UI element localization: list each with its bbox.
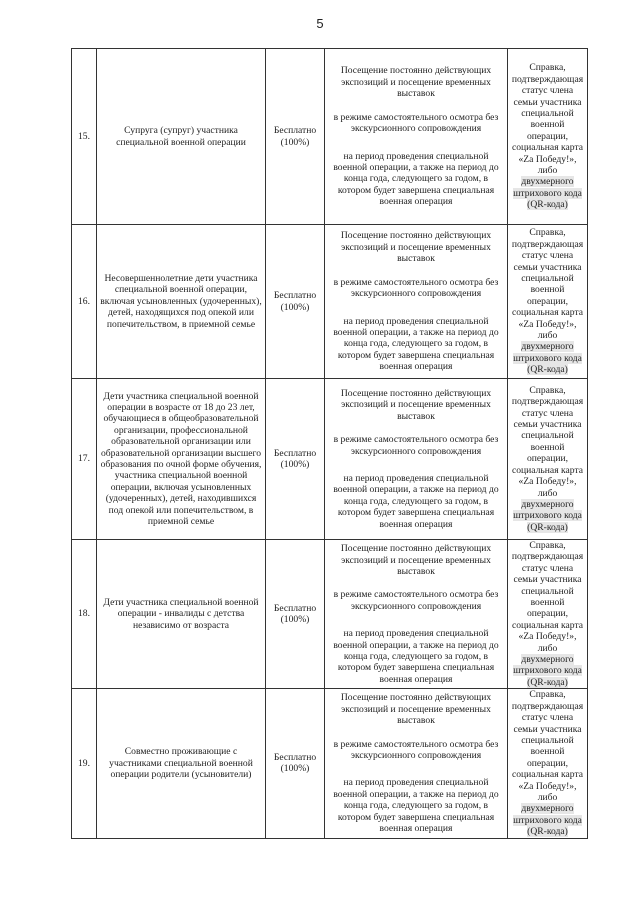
mode-text: в режиме самостоятельного осмотра без экскурсионного сопровождения [333, 434, 499, 457]
price-cell: Бесплатно (100%) [266, 689, 325, 838]
conditions-cell [325, 540, 508, 689]
service-text: Посещение постоянно действующих экспозиций и посещение временных выставок [340, 387, 492, 422]
table-row [72, 225, 588, 379]
beneficiary-category: Дети участника специальной военной операции в возрасте от 18 до 23 лет, обучающиеся в общеобразовательной организации, профессиональной образовательной организации или образовательной организации высшего образования по очной форме обучения, участника специальной военной операции, включая усыновленных (удочеренных), детей, находившихся под опекой или попечительством, в приемной семье [97, 379, 266, 540]
conditions-cell [325, 49, 508, 225]
service-text: Посещение постоянно действующих экспозиций и посещение временных выставок [340, 543, 492, 577]
document-text-qr: двухмерного штрихового кода (QR-кода) [513, 803, 582, 838]
service-text: Посещение постоянно действующих экспозиций и посещение временных выставок [340, 230, 492, 265]
document-text-qr: двухмерного штрихового кода (QR-кода) [513, 654, 582, 688]
required-document [508, 49, 588, 225]
document-text: Справка, подтверждающая статус члена семьи участника специальной военной операции, социальная карта «Zа Победу!», либо [511, 62, 584, 177]
beneficiary-category: Дети участника специальной военной операции - инвалиды с детства независимо от возраста [97, 540, 266, 689]
row-number: 19. [72, 689, 97, 838]
beneficiary-category: Совместно проживающие с участниками специальной военной операции родители (усыновители) [97, 689, 266, 838]
table-row [72, 689, 588, 838]
row-number: 17. [72, 379, 97, 540]
table-row [72, 49, 588, 225]
document-text: Справка, подтверждающая статус члена семьи участника специальной военной операции, социальная карта «Zа Победу!», либо [511, 689, 584, 803]
mode-text: в режиме самостоятельного осмотра без экскурсионного сопровождения [333, 738, 499, 762]
table-row [72, 540, 588, 689]
required-document [508, 225, 588, 379]
period-text: на период проведения специальной военной операции, а также на период до конца года, следующего за годом, в котором будет завершена специальная военная операция [333, 628, 499, 685]
page-number: 5 [316, 16, 324, 31]
document-text-qr: двухмерного штрихового кода (QR-кода) [513, 176, 582, 211]
mode-text: в режиме самостоятельного осмотра без экскурсионного сопровождения [333, 111, 499, 135]
document-text-qr: двухмерного штрихового кода (QR-кода) [513, 498, 582, 533]
period-text: на период проведения специальной военной операции, а также на период до конца года, следующего за годом, в котором будет завершена специальная военная операция [333, 150, 499, 208]
service-text: Посещение постоянно действующих экспозиций и посещение временных выставок [340, 65, 492, 100]
conditions-cell [325, 689, 508, 838]
required-document [508, 689, 588, 838]
row-number: 15. [72, 49, 97, 225]
table-row [72, 379, 588, 540]
document-text: Справка, подтверждающая статус члена семьи участника специальной военной операции, социальная карта «Zа Победу!», либо [511, 540, 584, 654]
mode-text: в режиме самостоятельного осмотра без экскурсионного сопровождения [333, 276, 499, 300]
service-text: Посещение постоянно действующих экспозиций и посещение временных выставок [340, 692, 492, 727]
row-number: 18. [72, 540, 97, 689]
beneficiary-category: Несовершеннолетние дети участника специальной военной операции, включая усыновленных (удочеренных), детей, находящихся под опекой или попечительством, в приемной семье [97, 225, 266, 379]
document-text-qr: двухмерного штрихового кода (QR-кода) [513, 341, 582, 376]
price-cell: Бесплатно (100%) [266, 540, 325, 689]
period-text: на период проведения специальной военной операции, а также на период до конца года, следующего за годом, в котором будет завершена специальная военная операция [333, 315, 499, 373]
required-document [508, 540, 588, 689]
row-number: 16. [72, 225, 97, 379]
benefits-table [71, 48, 588, 839]
period-text: на период проведения специальной военной операции, а также на период до конца года, следующего за годом, в котором будет завершена специальная военная операция [333, 777, 499, 835]
document-text: Справка, подтверждающая статус члена семьи участника специальной военной операции, социальная карта «Zа Победу!», либо [511, 227, 584, 342]
period-text: на период проведения специальной военной операции, а также на период до конца года, следующего за годом, в котором будет завершена специальная военная операция [333, 473, 499, 530]
price-cell: Бесплатно (100%) [266, 225, 325, 379]
price-cell: Бесплатно (100%) [266, 49, 325, 225]
beneficiary-category: Супруга (супруг) участника специальной военной операции [97, 49, 266, 225]
document-text: Справка, подтверждающая статус члена семьи участника специальной военной операции, социальная карта «Zа Победу!», либо [511, 384, 584, 499]
required-document [508, 379, 588, 540]
mode-text: в режиме самостоятельного осмотра без экскурсионного сопровождения [333, 589, 499, 612]
conditions-cell [325, 225, 508, 379]
price-cell: Бесплатно (100%) [266, 379, 325, 540]
conditions-cell [325, 379, 508, 540]
